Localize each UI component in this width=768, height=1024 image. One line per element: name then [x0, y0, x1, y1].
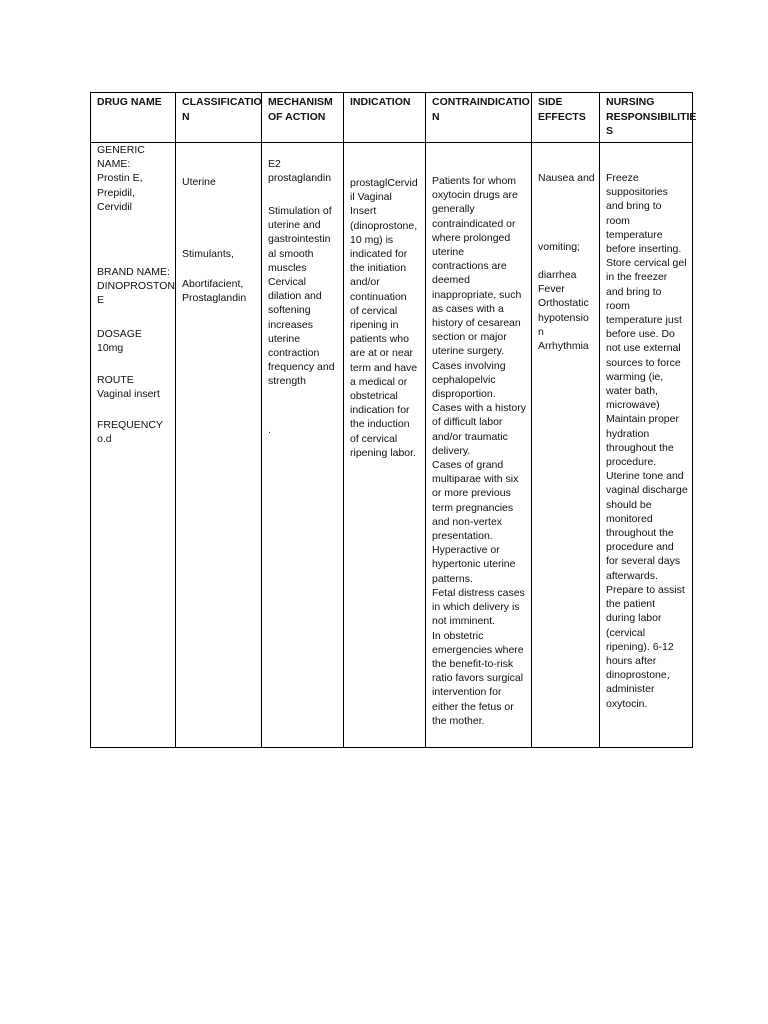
nursing-text: Freeze suppositories and bring to room temperature before inserting. Store cervical gel in the freezer and bring to room temperature just before use. Do not use external sources to force warming (ie, water bath, microwave) Maintain proper hydration throughout the procedure. Uterine tone and vaginal discharge should be monitored throughout the procedure and for several days afterwards. Prepare to assist the patient during labor (cervical ripening). 6-12 hours after dinoprostone, administer oxytocin. — [606, 172, 688, 710]
mechanism-stimulation: Stimulation of uterine and gastrointestin al smooth muscles Cervical dilation and softening increases uterine contraction frequency and strength — [268, 205, 335, 388]
header-drug-name: DRUG NAME — [91, 93, 176, 143]
dosage: DOSAGE 10mg — [97, 328, 142, 355]
side-effect-vomiting: vomiting; — [538, 241, 581, 253]
cell-drug-name — [91, 143, 176, 748]
cell-indication — [344, 143, 426, 748]
body-row — [91, 143, 693, 748]
header-indication: INDICATION — [344, 93, 426, 143]
header-contraindication: CONTRAINDICATIO N — [426, 93, 532, 143]
header-classification: CLASSIFICATIO N — [176, 93, 262, 143]
cell-side-effects — [532, 143, 600, 748]
cell-mechanism — [262, 143, 344, 748]
contraindication-text: Patients for whom oxytocin drugs are generally contraindicated or where prolonged uterine contractions are deemed inappropriate, such as cases with a history of cesarean section or major uterine surgery. Cases involving cephalopelvic disproportion. Cases with a history of difficult labor and/or traumatic delivery. Cases of grand multiparae with six or more previous term pregnancies and non-vertex presentation. Hyperactive or hypertonic uterine patterns. Fetal distress cases in which delivery is not imminent. In obstetric emergencies where the benefit-to-risk ratio favors surgical intervention for either the fetus or the mother. — [432, 175, 526, 727]
header-side-effects: SIDE EFFECTS — [532, 93, 600, 143]
side-effect-list: diarrhea Fever Orthostatic hypotensio n Arrhythmia — [538, 269, 589, 353]
class-uterine: Uterine — [182, 176, 216, 188]
cell-nursing — [600, 143, 693, 748]
mechanism-dot: . — [268, 424, 271, 436]
side-effect-nausea: Nausea and — [538, 172, 595, 184]
class-abortifacient: Abortifacient, Prostaglandin — [182, 278, 247, 305]
header-nursing: NURSING RESPONSIBILITIE S — [600, 93, 693, 143]
drug-table — [90, 92, 697, 748]
header-row — [91, 93, 693, 143]
cell-classification — [176, 143, 262, 748]
mechanism-e2: E2 prostaglandin — [268, 158, 332, 185]
indication-text: prostaglCervid il Vaginal Insert (dinoprostone, 10 mg) is indicated for the initiation and/or continuation of cervical ripening in patients who are at or near term and have a medical or obstetrical indication for the induction of cervical ripening labor. — [350, 177, 418, 459]
route: ROUTE Vaginal insert — [97, 374, 160, 401]
class-stimulants: Stimulants, — [182, 248, 234, 260]
brand-name: BRAND NAME: DINOPROSTON E — [97, 266, 175, 307]
cell-contraindication — [426, 143, 532, 748]
generic-name: GENERIC NAME: Prostin E, Prepidil, Cervidil — [97, 144, 145, 213]
header-mechanism: MECHANISM OF ACTION — [262, 93, 344, 143]
frequency: FREQUENCY o.d — [97, 419, 163, 446]
